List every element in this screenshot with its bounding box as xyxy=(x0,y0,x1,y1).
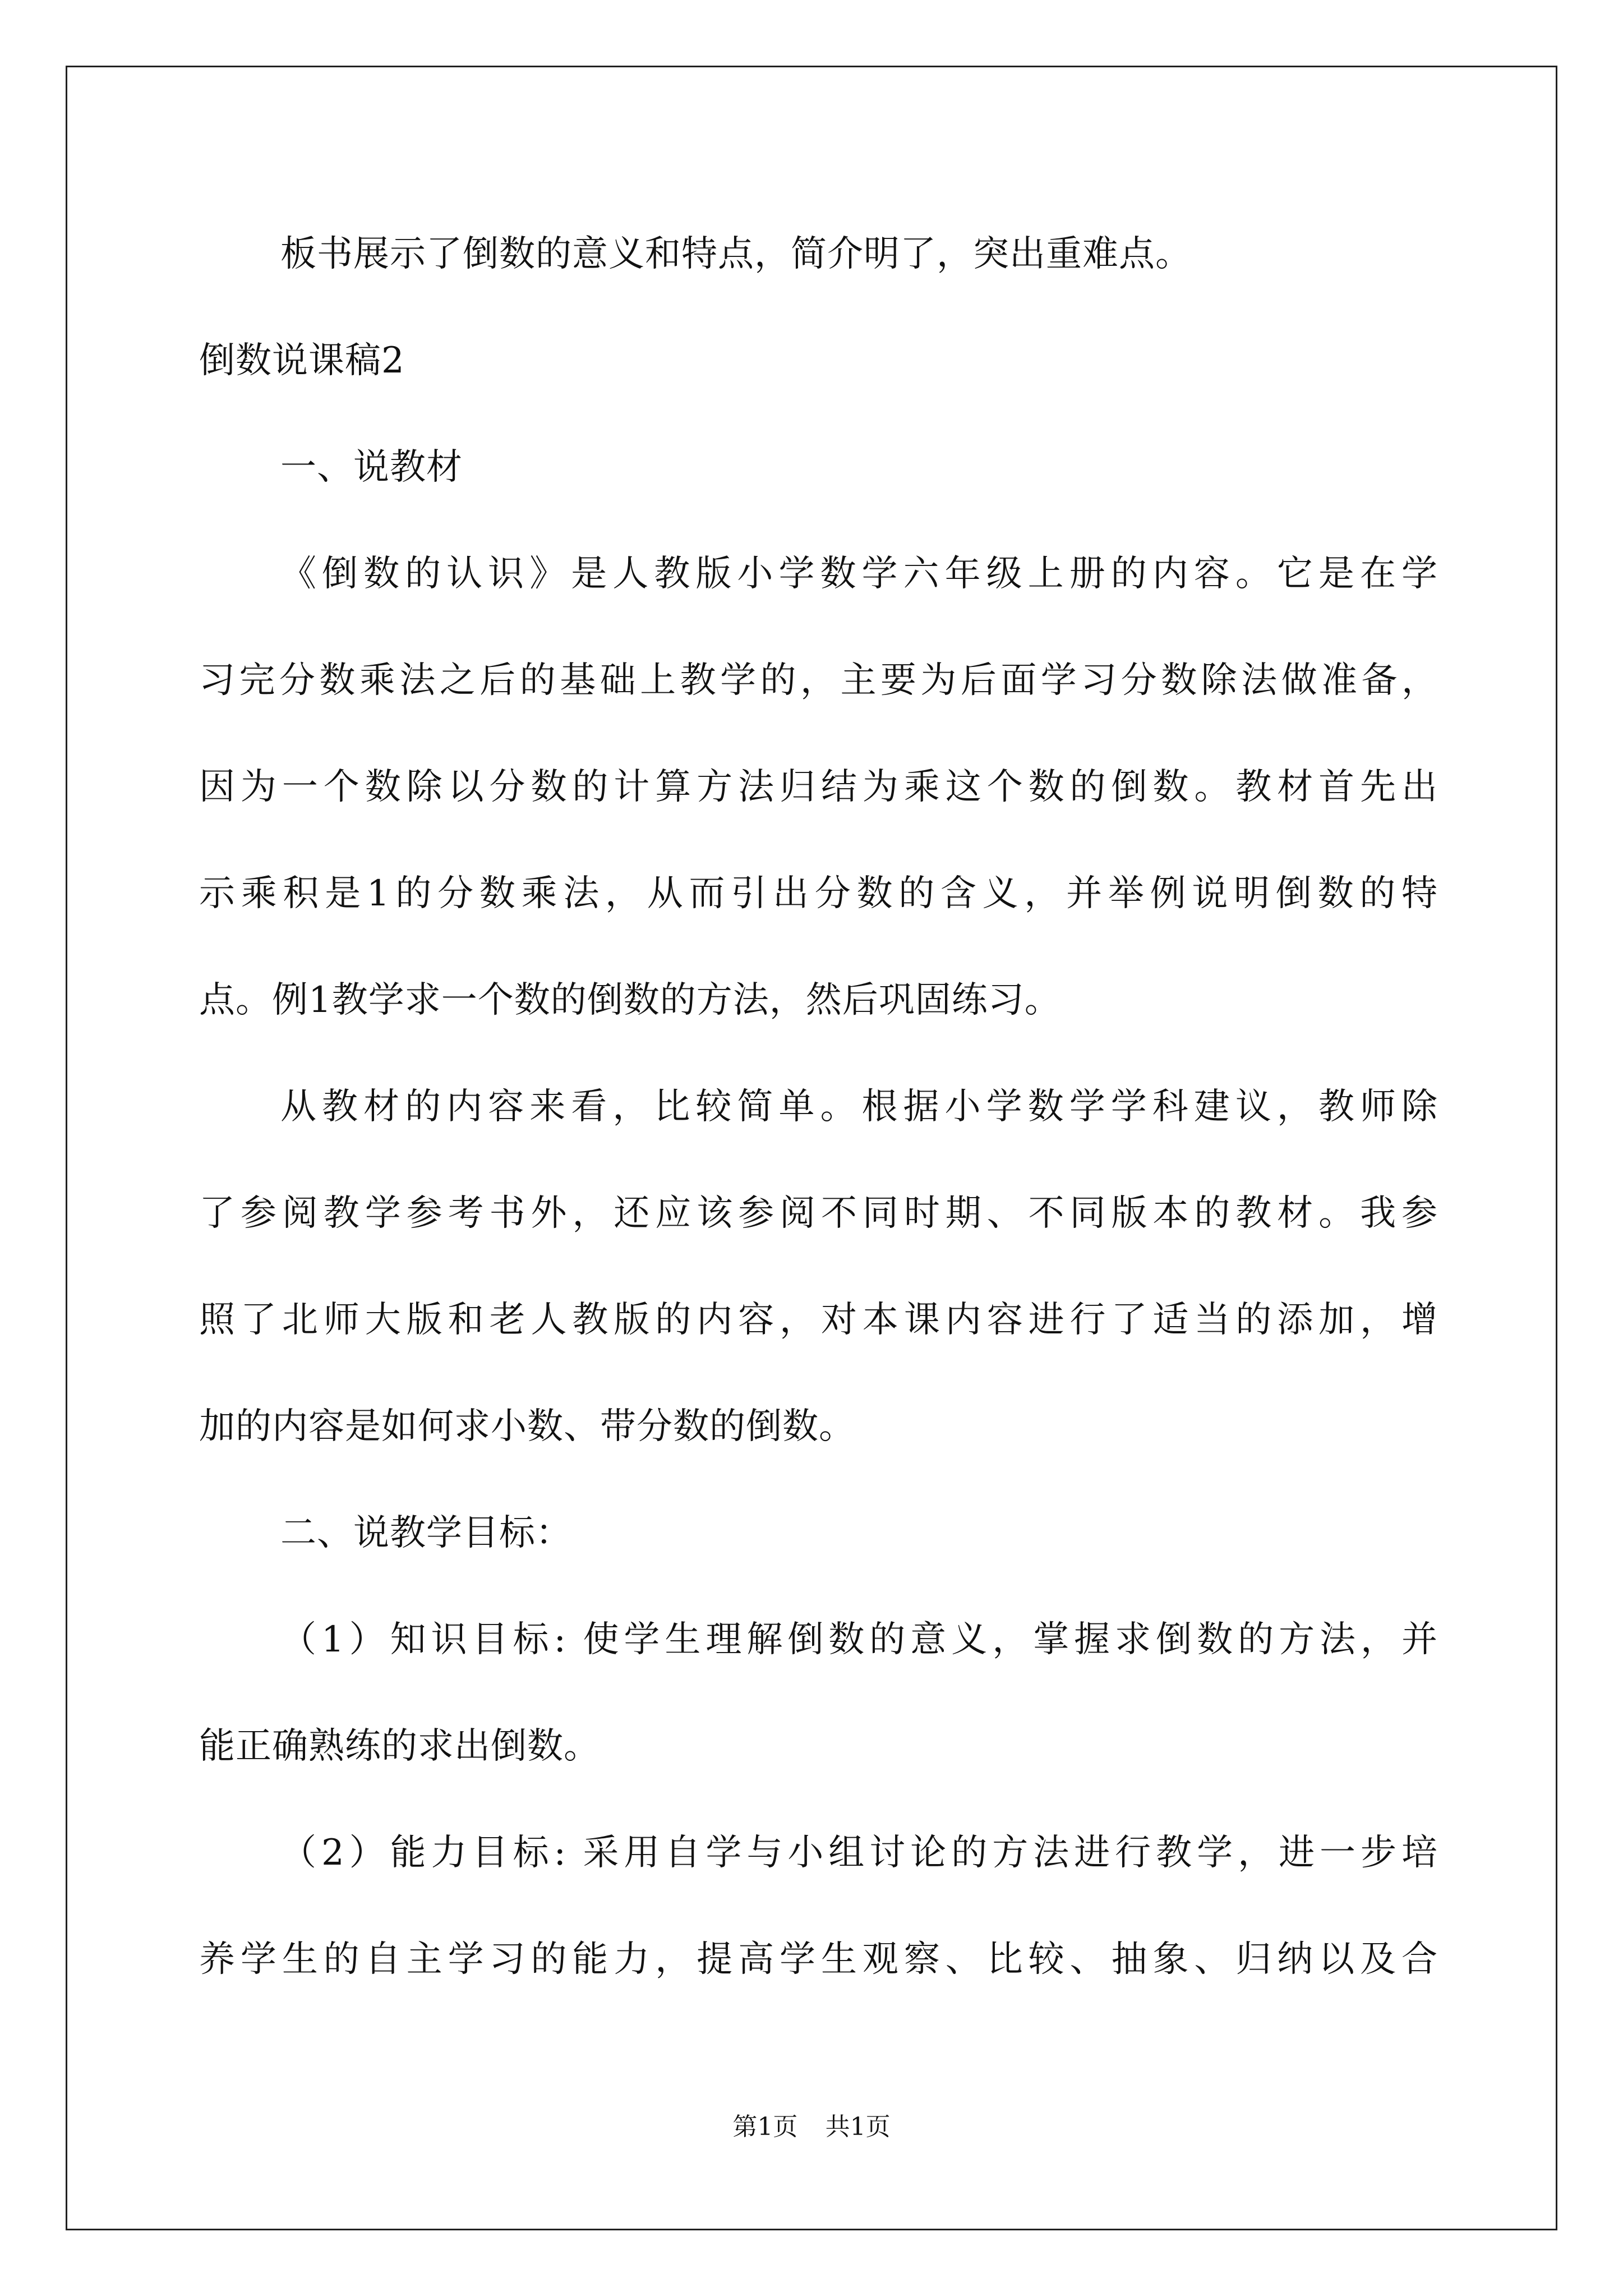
section-heading: 二、说教学目标： xyxy=(280,1512,572,1554)
paragraph-line: 加的内容是如何求小数、带分数的倒数。 xyxy=(199,1406,855,1447)
paragraph-line: 示乘积是1的分数乘法，从而引出分数的含义，并举例说明倒数的特 xyxy=(199,873,1438,914)
section-heading: 一、说教材 xyxy=(280,447,463,488)
paragraph-line: 板书展示了倒数的意义和特点，简介明了，突出重难点。 xyxy=(280,233,1192,275)
paragraph-line: 了参阅教学参考书外，还应该参阅不同时期、不同版本的教材。我参 xyxy=(199,1193,1438,1234)
page-border xyxy=(66,66,1557,2230)
page-total: 共1页 xyxy=(825,2113,891,2141)
page-footer xyxy=(0,2111,1623,2143)
page-number: 第1页 xyxy=(732,2113,798,2141)
paragraph-line: 《倒数的认识》是人教版小学数学六年级上册的内容。它是在学 xyxy=(280,553,1438,595)
paragraph-line: 因为一个数除以分数的计算方法归结为乘这个数的倒数。教材首先出 xyxy=(199,766,1438,808)
paragraph-line: （2）能力目标: 采用自学与小组讨论的方法进行教学，进一步培 xyxy=(280,1832,1438,1874)
paragraph-line: 照了北师大版和老人教版的内容，对本课内容进行了适当的添加，增 xyxy=(199,1299,1438,1341)
section-title: 倒数说课稿2 xyxy=(199,340,405,381)
paragraph-line: 养学生的自主学习的能力，提高学生观察、比较、抽象、归纳以及合 xyxy=(199,1939,1438,1980)
paragraph-line: 点。例1教学求一个数的倒数的方法，然后巩固练习。 xyxy=(199,979,1061,1021)
paragraph-line: 习完分数乘法之后的基础上教学的，主要为后面学习分数除法做准备， xyxy=(199,660,1438,701)
paragraph-line: 从教材的内容来看，比较简单。根据小学数学学科建议，教师除 xyxy=(280,1086,1438,1128)
paragraph-line: （1）知识目标: 使学生理解倒数的意义，掌握求倒数的方法，并 xyxy=(280,1619,1438,1660)
paragraph-line: 能正确熟练的求出倒数。 xyxy=(199,1726,600,1767)
